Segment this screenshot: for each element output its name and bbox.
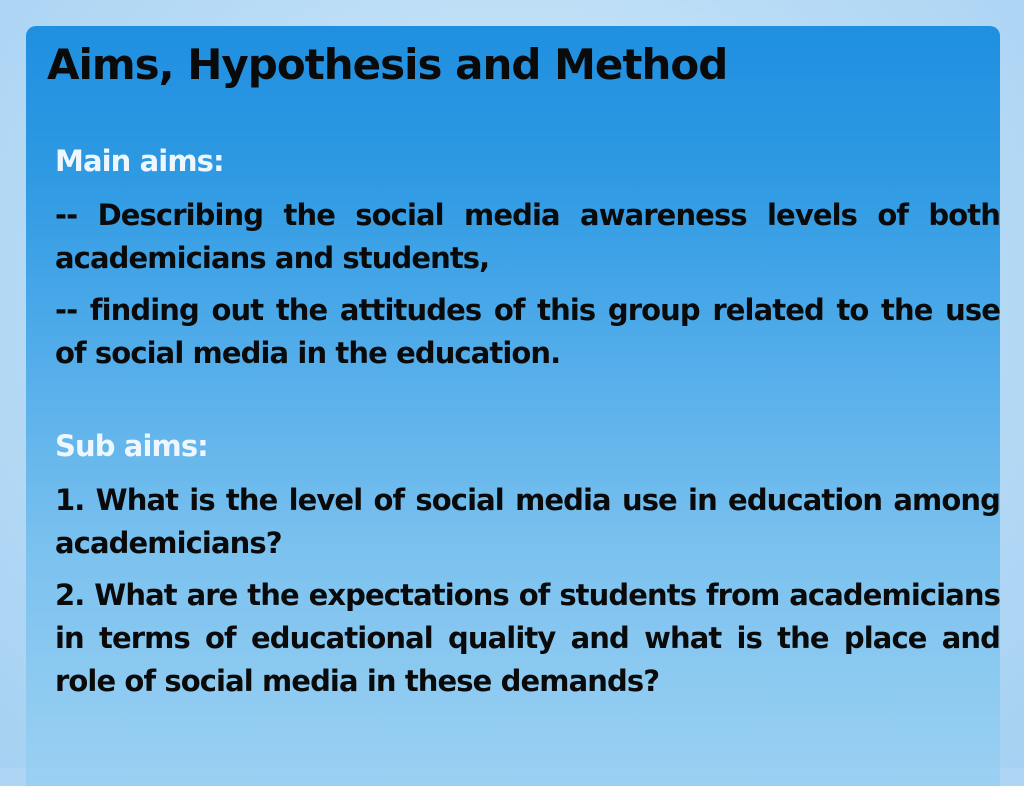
main-aim-item-2: -- finding out the attitudes of this group related to the use of social media in the education.	[55, 293, 1000, 370]
sub-aim-item-1: 1. What is the level of social media use in education among academicians?	[55, 483, 1000, 560]
sub-aim-item-2: 2. What are the expectations of students from academicians in terms of educational quality and what is the place and role of social media in these demands?	[55, 578, 1000, 698]
main-aims-heading: Main aims:	[55, 144, 224, 178]
main-aim-item-1: -- Describing the social media awareness levels of both academicians and students,	[55, 198, 1000, 275]
slide-title: Aims, Hypothesis and Method	[47, 40, 728, 89]
sub-aims-section	[55, 425, 1000, 703]
main-aims-section	[55, 140, 1000, 375]
section-spacer	[55, 384, 1000, 425]
slide-body	[55, 140, 1000, 712]
sub-aims-heading: Sub aims:	[55, 429, 208, 463]
